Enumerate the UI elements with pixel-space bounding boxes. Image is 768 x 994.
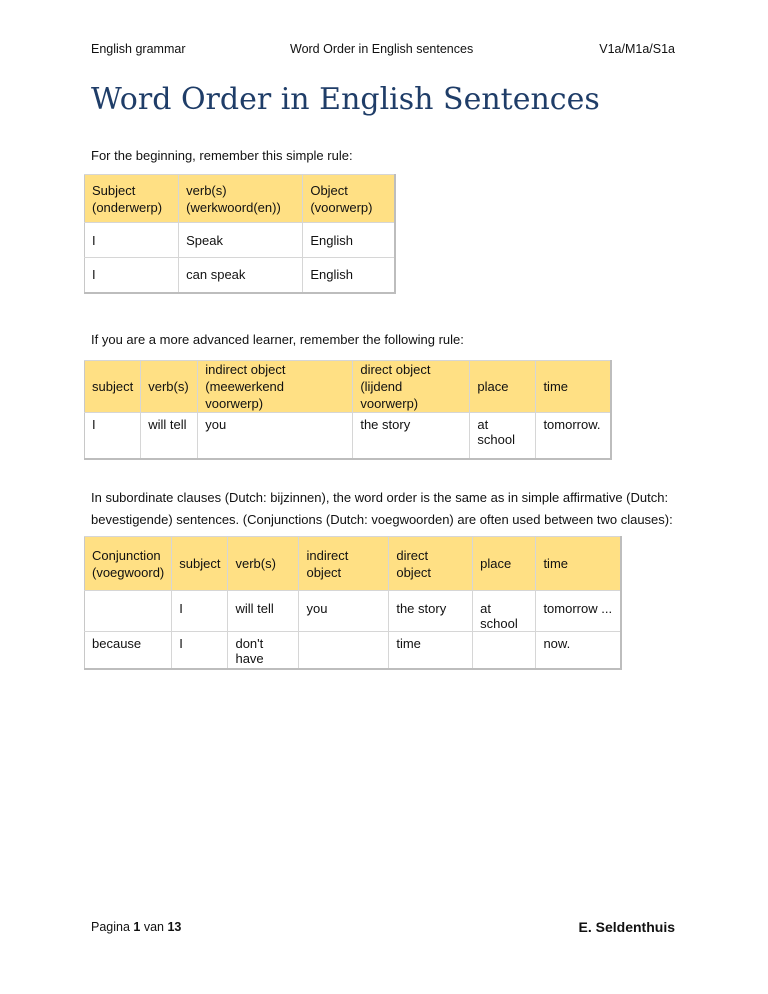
advanced-text: If you are a more advanced learner, remember the following rule: <box>91 332 464 347</box>
page-middle: van <box>140 920 168 934</box>
header-verbs: verb(s) <box>228 537 299 591</box>
table-cell: because <box>85 632 172 669</box>
basic-word-order-table <box>84 174 396 294</box>
running-header-center: Word Order in English sentences <box>290 42 474 56</box>
running-header-right: V1a/M1a/S1a <box>599 42 675 56</box>
table-cell: will tell <box>141 413 198 459</box>
table-cell: at school <box>473 591 536 632</box>
table-cell: at school <box>470 413 536 459</box>
table-cell <box>85 591 172 632</box>
table-cell: can speak <box>179 258 303 293</box>
table-cell: time <box>389 632 473 669</box>
header-indirect-object: indirect object <box>299 537 389 591</box>
table-cell: tomorrow. <box>536 413 611 459</box>
author: E. Seldenthuis <box>578 919 675 935</box>
header-time: time <box>536 361 611 413</box>
subordinate-clause-table <box>84 536 622 670</box>
table-cell: don't have <box>228 632 299 669</box>
page-number <box>91 920 181 934</box>
page-prefix: Pagina <box>91 920 134 934</box>
table-row <box>85 258 396 293</box>
header-direct-object: direct object (lijdend voorwerp) <box>353 361 470 413</box>
header-place: place <box>473 537 536 591</box>
page-title: Word Order in English Sentences <box>91 82 600 117</box>
header-conjunction: Conjunction (voegwoord) <box>85 537 172 591</box>
header-verbs: verb(s) <box>141 361 198 413</box>
header-time: time <box>536 537 621 591</box>
header-indirect-object: indirect object (meewerkend voorwerp) <box>198 361 353 413</box>
table-cell: the story <box>353 413 470 459</box>
header-subject: subject <box>172 537 228 591</box>
table-cell: you <box>299 591 389 632</box>
table-cell: the story <box>389 591 473 632</box>
table-header-row <box>85 361 612 413</box>
subordinate-text: In subordinate clauses (Dutch: bijzinnen), the word order is the same as in simple affirmative (Dutch: bevestigende) sentences. (Conjunctions (Dutch: voegwoorden) are often used between two clauses): <box>91 490 673 527</box>
table-row <box>85 413 612 459</box>
header-direct-object: direct object <box>389 537 473 591</box>
table-cell: I <box>172 632 228 669</box>
table-row <box>85 591 622 632</box>
header-subject: Subject (onderwerp) <box>85 175 179 223</box>
current-page: 1 <box>133 920 141 934</box>
header-subject: subject <box>85 361 141 413</box>
table-cell: I <box>172 591 228 632</box>
header-object: Object (voorwerp) <box>303 175 395 223</box>
table-cell <box>299 632 389 669</box>
table-cell: tomorrow ... <box>536 591 621 632</box>
table-cell: you <box>198 413 353 459</box>
table-header-row <box>85 537 622 591</box>
table-cell: I <box>85 258 179 293</box>
table-row <box>85 632 622 669</box>
header-place: place <box>470 361 536 413</box>
table-cell: I <box>85 223 179 258</box>
total-pages: 13 <box>167 920 182 934</box>
table-row <box>85 223 396 258</box>
intro-text: For the beginning, remember this simple rule: <box>91 148 353 163</box>
table-cell <box>473 632 536 669</box>
table-header-row <box>85 175 396 223</box>
table-cell: English <box>303 223 395 258</box>
table-cell: now. <box>536 632 621 669</box>
advanced-word-order-table <box>84 360 612 460</box>
running-header-left: English grammar <box>91 42 186 56</box>
table-cell: will tell <box>228 591 299 632</box>
table-cell: I <box>85 413 141 459</box>
header-verbs: verb(s) (werkwoord(en)) <box>179 175 303 223</box>
table-cell: Speak <box>179 223 303 258</box>
table-cell: English <box>303 258 395 293</box>
